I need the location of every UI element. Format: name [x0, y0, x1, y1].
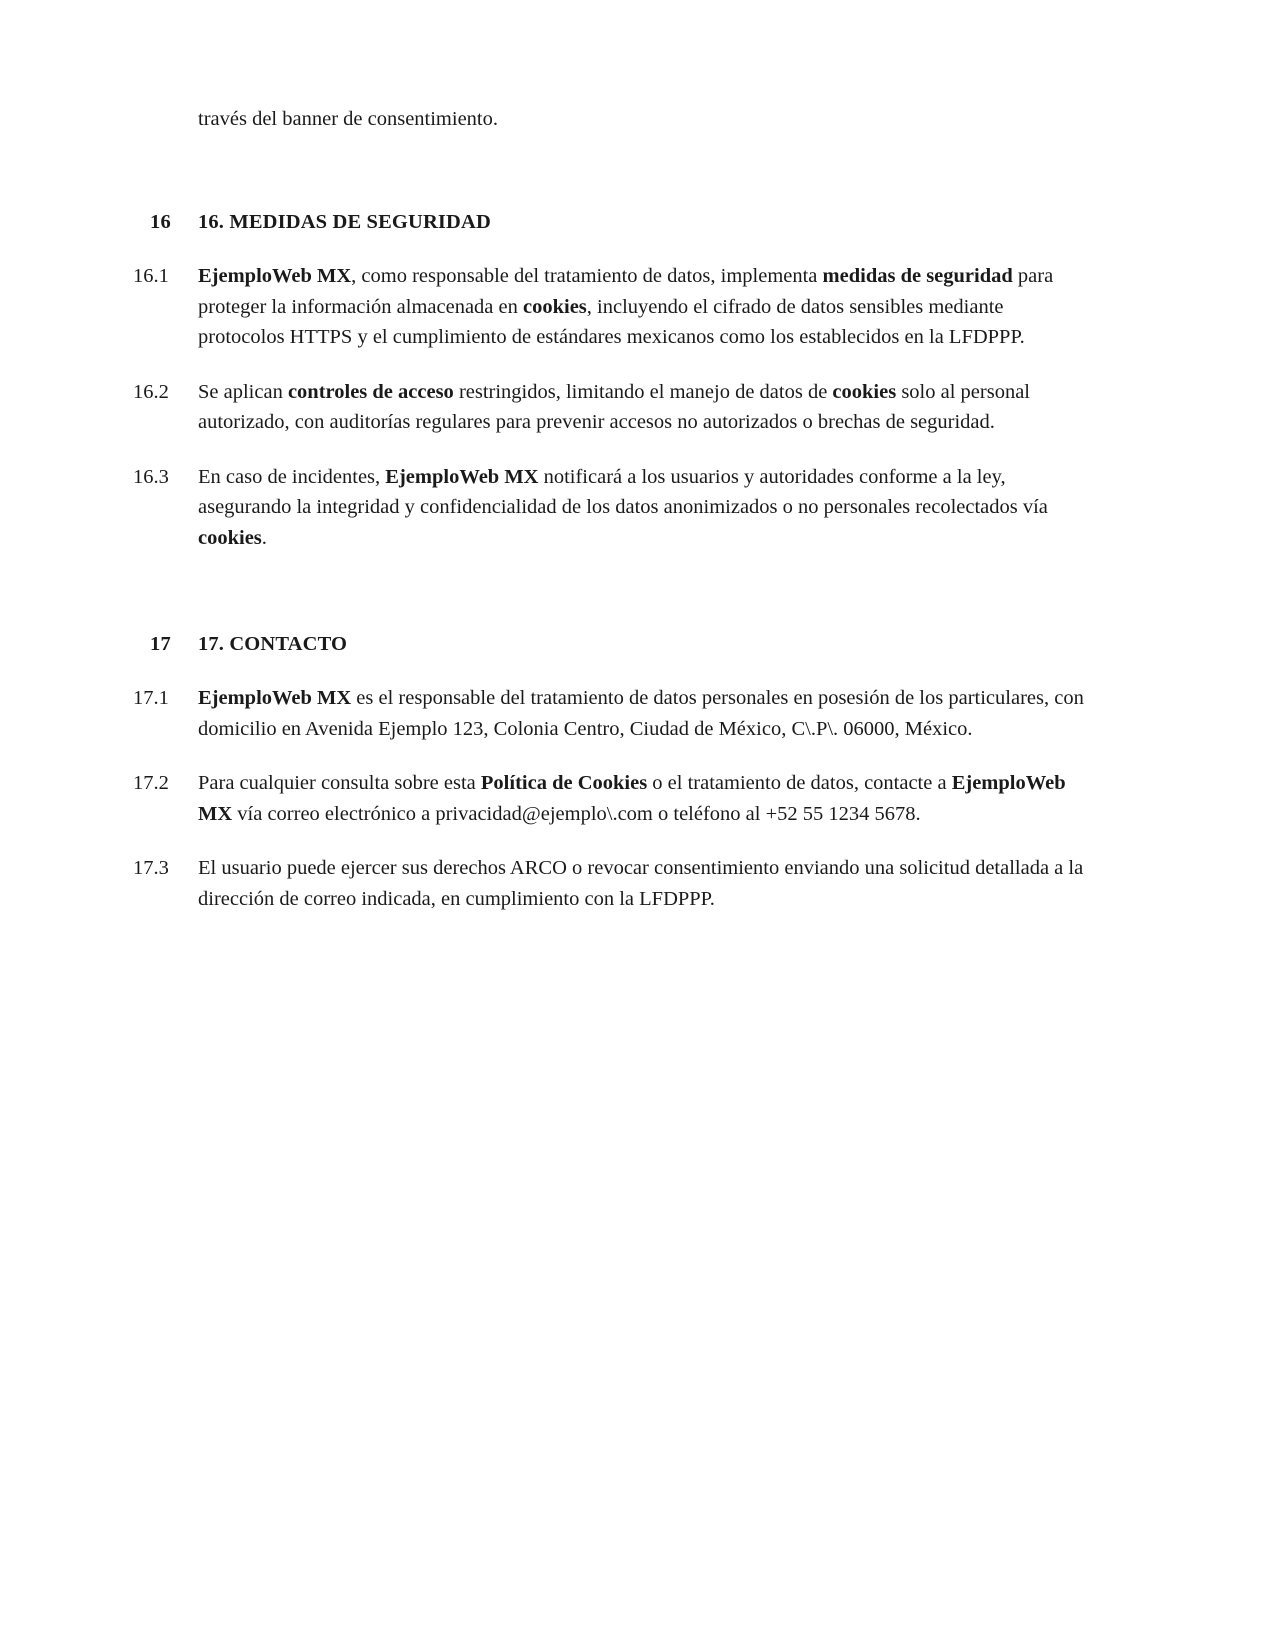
clause-text: EjemploWeb MX es el responsable del tratamiento de datos personales en posesión de los particulares, con domicilio en Avenida Ejemplo 123, Colonia Centro, Ciudad de México, C\.P\. 06000, México.	[198, 687, 1084, 740]
clause-number: 16.3	[133, 465, 169, 488]
clause-text: Para cualquier consulta sobre esta Política de Cookies o el tratamiento de datos, contacte a EjemploWeb MX vía correo electrónico a privacidad@ejemplo\.com o teléfono al +52 55 1234 5678.	[198, 772, 1066, 825]
section-heading-17	[133, 630, 1090, 659]
clause-text: Se aplican controles de acceso restringidos, limitando el manejo de datos de cookies solo al personal autorizado, con auditorías regulares para prevenir accesos no autorizados o brechas de seguridad.	[198, 380, 1030, 433]
continuation-paragraph: través del banner de consentimiento.	[198, 108, 498, 130]
section-number-16: 16	[150, 211, 171, 233]
clause-number: 17.2	[133, 772, 169, 794]
clause-16-2	[133, 377, 1090, 438]
clause-16-1	[133, 261, 1090, 353]
clause-number: 16.1	[133, 265, 169, 287]
clause-text: En caso de incidentes, EjemploWeb MX notificará a los usuarios y autoridades conforme a la ley, asegurando la integridad y confidencialidad de los datos anonimizados o no personales recolectados vía cookies.	[198, 465, 1048, 549]
clause-17-3	[133, 853, 1090, 914]
clause-number: 17.1	[133, 687, 169, 709]
clause-16-3	[133, 462, 1090, 554]
clause-17-1	[133, 683, 1090, 744]
section-heading-16	[133, 208, 1090, 237]
section-title-16: 16. MEDIDAS DE SEGURIDAD	[198, 211, 491, 233]
clause-text: EjemploWeb MX, como responsable del tratamiento de datos, implementa medidas de seguridad para proteger la información almacenada en cookies, incluyendo el cifrado de datos sensibles mediante protocolos HTTPS y el cumplimiento de estándares mexicanos como los establecidos en la LFDPPP.	[198, 265, 1054, 348]
clause-number: 17.3	[133, 857, 169, 879]
clause-text: El usuario puede ejercer sus derechos ARCO o revocar consentimiento enviando una solicitud detallada a la dirección de correo indicada, en cumplimiento con la LFDPPP.	[198, 857, 1084, 910]
clause-17-2	[133, 768, 1090, 829]
clause-number: 16.2	[133, 380, 169, 403]
section-title-17: 17. CONTACTO	[198, 633, 348, 655]
section-number-17: 17	[150, 633, 171, 655]
